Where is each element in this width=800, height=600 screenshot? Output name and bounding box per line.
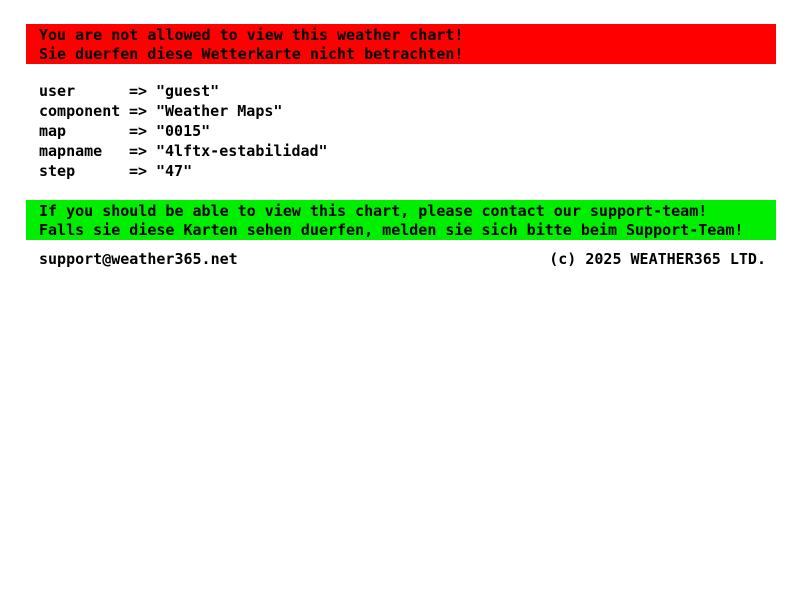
detail-value: "4lftx-estabilidad" [156,142,328,160]
arrow-glyph: => [129,142,148,160]
detail-value: "Weather Maps" [156,102,283,120]
copyright-notice: (c) 2025 WEATHER365 LTD. [549,250,766,268]
arrow-glyph: => [129,122,148,140]
arrow-glyph: => [129,102,148,120]
support-email: support@weather365.net [39,250,238,268]
detail-value: "47" [156,162,193,180]
detail-row-user [39,81,800,101]
request-details [39,81,800,181]
error-banner [26,24,776,64]
footer [26,252,776,267]
arrow-glyph: => [129,162,148,180]
detail-row-step [39,161,800,181]
error-banner-line-en: You are not allowed to view this weather chart! [39,26,464,44]
support-banner-line-en: If you should be able to view this chart, please contact our support-team! [39,202,708,220]
detail-key: mapname [39,142,103,160]
detail-key: map [39,122,67,140]
error-banner-line-de: Sie duerfen diese Wetterkarte nicht betrachten! [39,45,464,63]
detail-value: "guest" [156,82,220,100]
detail-row-component [39,101,800,121]
detail-key: component [39,102,121,120]
support-banner-line-de: Falls sie diese Karten sehen duerfen, melden sie sich bitte beim Support-Team! [39,221,744,239]
detail-row-map [39,121,800,141]
detail-key: user [39,82,76,100]
arrow-glyph: => [129,82,148,100]
detail-key: step [39,162,76,180]
support-banner [26,200,776,240]
detail-value: "0015" [156,122,211,140]
detail-row-mapname [39,141,800,161]
